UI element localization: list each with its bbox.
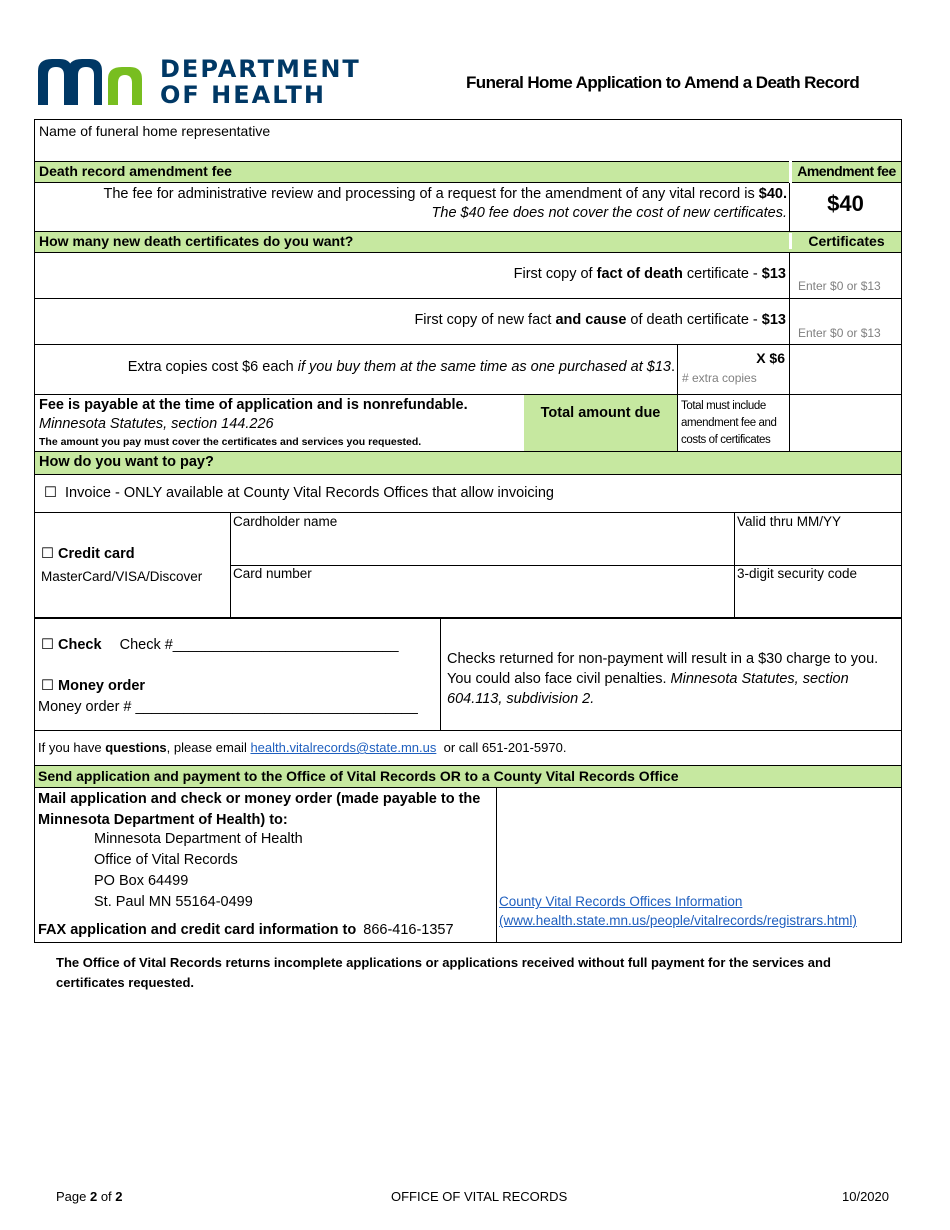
extra-text-b: if you buy them at the same time as one purchased at $13: [297, 359, 671, 375]
row1-divider: [35, 298, 789, 299]
returned-check-notice: [447, 649, 895, 709]
fax-line: [38, 922, 454, 938]
row2-divider: [35, 344, 789, 345]
questions-line: [38, 740, 566, 755]
row1-text-b: fact of death: [596, 266, 683, 282]
mail-block: [35, 788, 497, 942]
extra-copies-placeholder: # extra copies: [682, 371, 757, 385]
money-order-label: Money order: [58, 678, 146, 694]
fee-text-a: The fee for administrative review and processing of a request for the amendment of any vital record is: [103, 186, 759, 202]
extra-copies-input[interactable]: [677, 345, 789, 394]
valid-thru-label: Valid thru MM/YY: [737, 514, 842, 529]
total-amount-due-label: Total amount due: [524, 395, 677, 451]
mail-heading: Mail application and check or money order (made payable to the Minnesota Department of Health) to:: [38, 791, 481, 828]
questions-text-b: questions: [105, 740, 167, 755]
invoice-checkbox[interactable]: ☐: [44, 485, 57, 501]
fact-and-cause-label: [35, 312, 786, 328]
mn-logo: [38, 55, 361, 109]
extra-text-c: .: [670, 359, 675, 375]
total-note: Total must include amendment fee and costs of certificates: [677, 395, 789, 451]
page-text-a: Page: [56, 1189, 90, 1204]
payable-text: Fee is payable at the time of application and is nonrefundable.: [39, 397, 468, 413]
total-amount-input[interactable]: [789, 395, 901, 451]
check-checkbox[interactable]: ☐: [41, 637, 54, 653]
check-divider: [35, 730, 901, 731]
row2-text-a: First copy of new fact: [414, 312, 556, 328]
check-label: Check: [58, 637, 102, 653]
questions-phone: or call 651-201-5970.: [436, 740, 567, 755]
valid-thru-field[interactable]: [735, 513, 901, 566]
money-order-option[interactable]: [41, 678, 145, 694]
extra-copies-total[interactable]: [789, 345, 901, 394]
fax-number: 866-416-1357: [363, 922, 454, 938]
pay-heading: How do you want to pay?: [39, 454, 214, 470]
county-url[interactable]: (www.health.state.mn.us/people/vitalrecords/registrars.html): [499, 913, 857, 928]
payable-statute: Minnesota Statutes, section 144.226: [39, 416, 274, 432]
fee-description: [35, 185, 787, 223]
credit-card-checkbox[interactable]: ☐: [41, 546, 54, 562]
fact-of-death-label: [35, 266, 786, 282]
certificates-col-heading: Certificates: [789, 233, 901, 249]
page-current: 2: [89, 1189, 98, 1204]
page-title: Funeral Home Application to Amend a Death Record: [466, 73, 860, 92]
footer-office: OFFICE OF VITAL RECORDS: [391, 1189, 568, 1204]
payable-cover: The amount you pay must cover the certificates and services you requested.: [39, 436, 422, 448]
extra-copies-label: [35, 359, 675, 375]
invoice-option[interactable]: [44, 485, 554, 501]
row2-price: $13: [761, 312, 786, 328]
amendment-fee-amount: $40: [789, 183, 901, 231]
payable-notice: [39, 396, 519, 451]
money-order-number-field[interactable]: Money order # ___________________________________: [38, 699, 418, 715]
check-option[interactable]: [41, 637, 399, 653]
address-line: Office of Vital Records: [94, 852, 238, 868]
fact-of-death-input[interactable]: Enter $0 or $13: [789, 253, 901, 299]
representative-label: Name of funeral home representative: [39, 123, 271, 139]
cardholder-name-field[interactable]: [231, 513, 735, 566]
row1-text-c: certificate -: [682, 266, 762, 282]
address-line: PO Box 64499: [94, 873, 189, 889]
logo-line-1: DEPARTMENT: [160, 55, 361, 83]
questions-text-c: , please email: [166, 740, 251, 755]
footer-date: 10/2020: [842, 1189, 889, 1204]
page-total: 2: [115, 1189, 123, 1204]
send-heading: Send application and payment to the Office of Vital Records OR to a County Vital Records Office: [38, 768, 679, 784]
security-code-label: 3-digit security code: [737, 566, 858, 581]
card-number-label: Card number: [233, 566, 312, 581]
row1-text-a: First copy of: [513, 266, 597, 282]
credit-card-label: Credit card: [58, 546, 135, 562]
check-money-order-block: [35, 619, 441, 731]
fee-heading: Death record amendment fee: [39, 163, 232, 179]
row1-price: $13: [761, 266, 786, 282]
extra-text-a: Extra copies cost $6 each: [127, 359, 298, 375]
extra-multiplier: X $6: [756, 350, 785, 366]
representative-field[interactable]: [35, 120, 901, 161]
address-line: St. Paul MN 55164-0499: [94, 894, 253, 910]
returned-statute: Minnesota Statutes, section 604.113, subdivision 2.: [447, 671, 849, 707]
incomplete-notice: The Office of Vital Records returns incomplete applications or applications received without full payment for the services and certificates requested.: [56, 955, 831, 990]
page-text-b: of: [97, 1189, 116, 1204]
returned-text: Checks returned for non-payment will result in a $30 charge to you. You could also face civil penalties.: [447, 651, 879, 687]
money-order-checkbox[interactable]: ☐: [41, 678, 54, 694]
amendment-fee-col-heading: Amendment fee: [789, 161, 901, 183]
email-link[interactable]: health.vitalrecords@state.mn.us: [250, 740, 437, 755]
row2-text-b: and cause: [555, 312, 627, 328]
county-info: [499, 892, 857, 930]
address-line: Minnesota Department of Health: [94, 831, 303, 847]
credit-card-types: MasterCard/VISA/Discover: [41, 569, 203, 584]
fee-note: The $40 fee does not cover the cost of new certificates.: [431, 205, 787, 221]
fact-and-cause-input[interactable]: Enter $0 or $13: [789, 299, 901, 345]
mn-logo-mark-icon: [38, 57, 150, 107]
fax-label: FAX application and credit card information to: [38, 922, 357, 938]
certificates-heading: How many new death certificates do you want?: [39, 233, 354, 249]
county-link[interactable]: County Vital Records Offices Information: [499, 894, 743, 909]
fee-amount-inline: $40.: [758, 186, 787, 202]
row2-text-c: of death certificate -: [626, 312, 762, 328]
page-number: [56, 1189, 123, 1204]
invoice-label: Invoice - ONLY available at County Vital Records Offices that allow invoicing: [65, 485, 554, 501]
check-number-field[interactable]: Check #____________________________: [119, 637, 399, 653]
card-number-field[interactable]: [231, 566, 735, 617]
credit-card-option[interactable]: [35, 513, 231, 617]
security-code-field[interactable]: [735, 566, 901, 617]
cardholder-label: Cardholder name: [233, 514, 338, 529]
questions-text-a: If you have: [38, 740, 106, 755]
logo-line-2: OF HEALTH: [160, 81, 326, 109]
